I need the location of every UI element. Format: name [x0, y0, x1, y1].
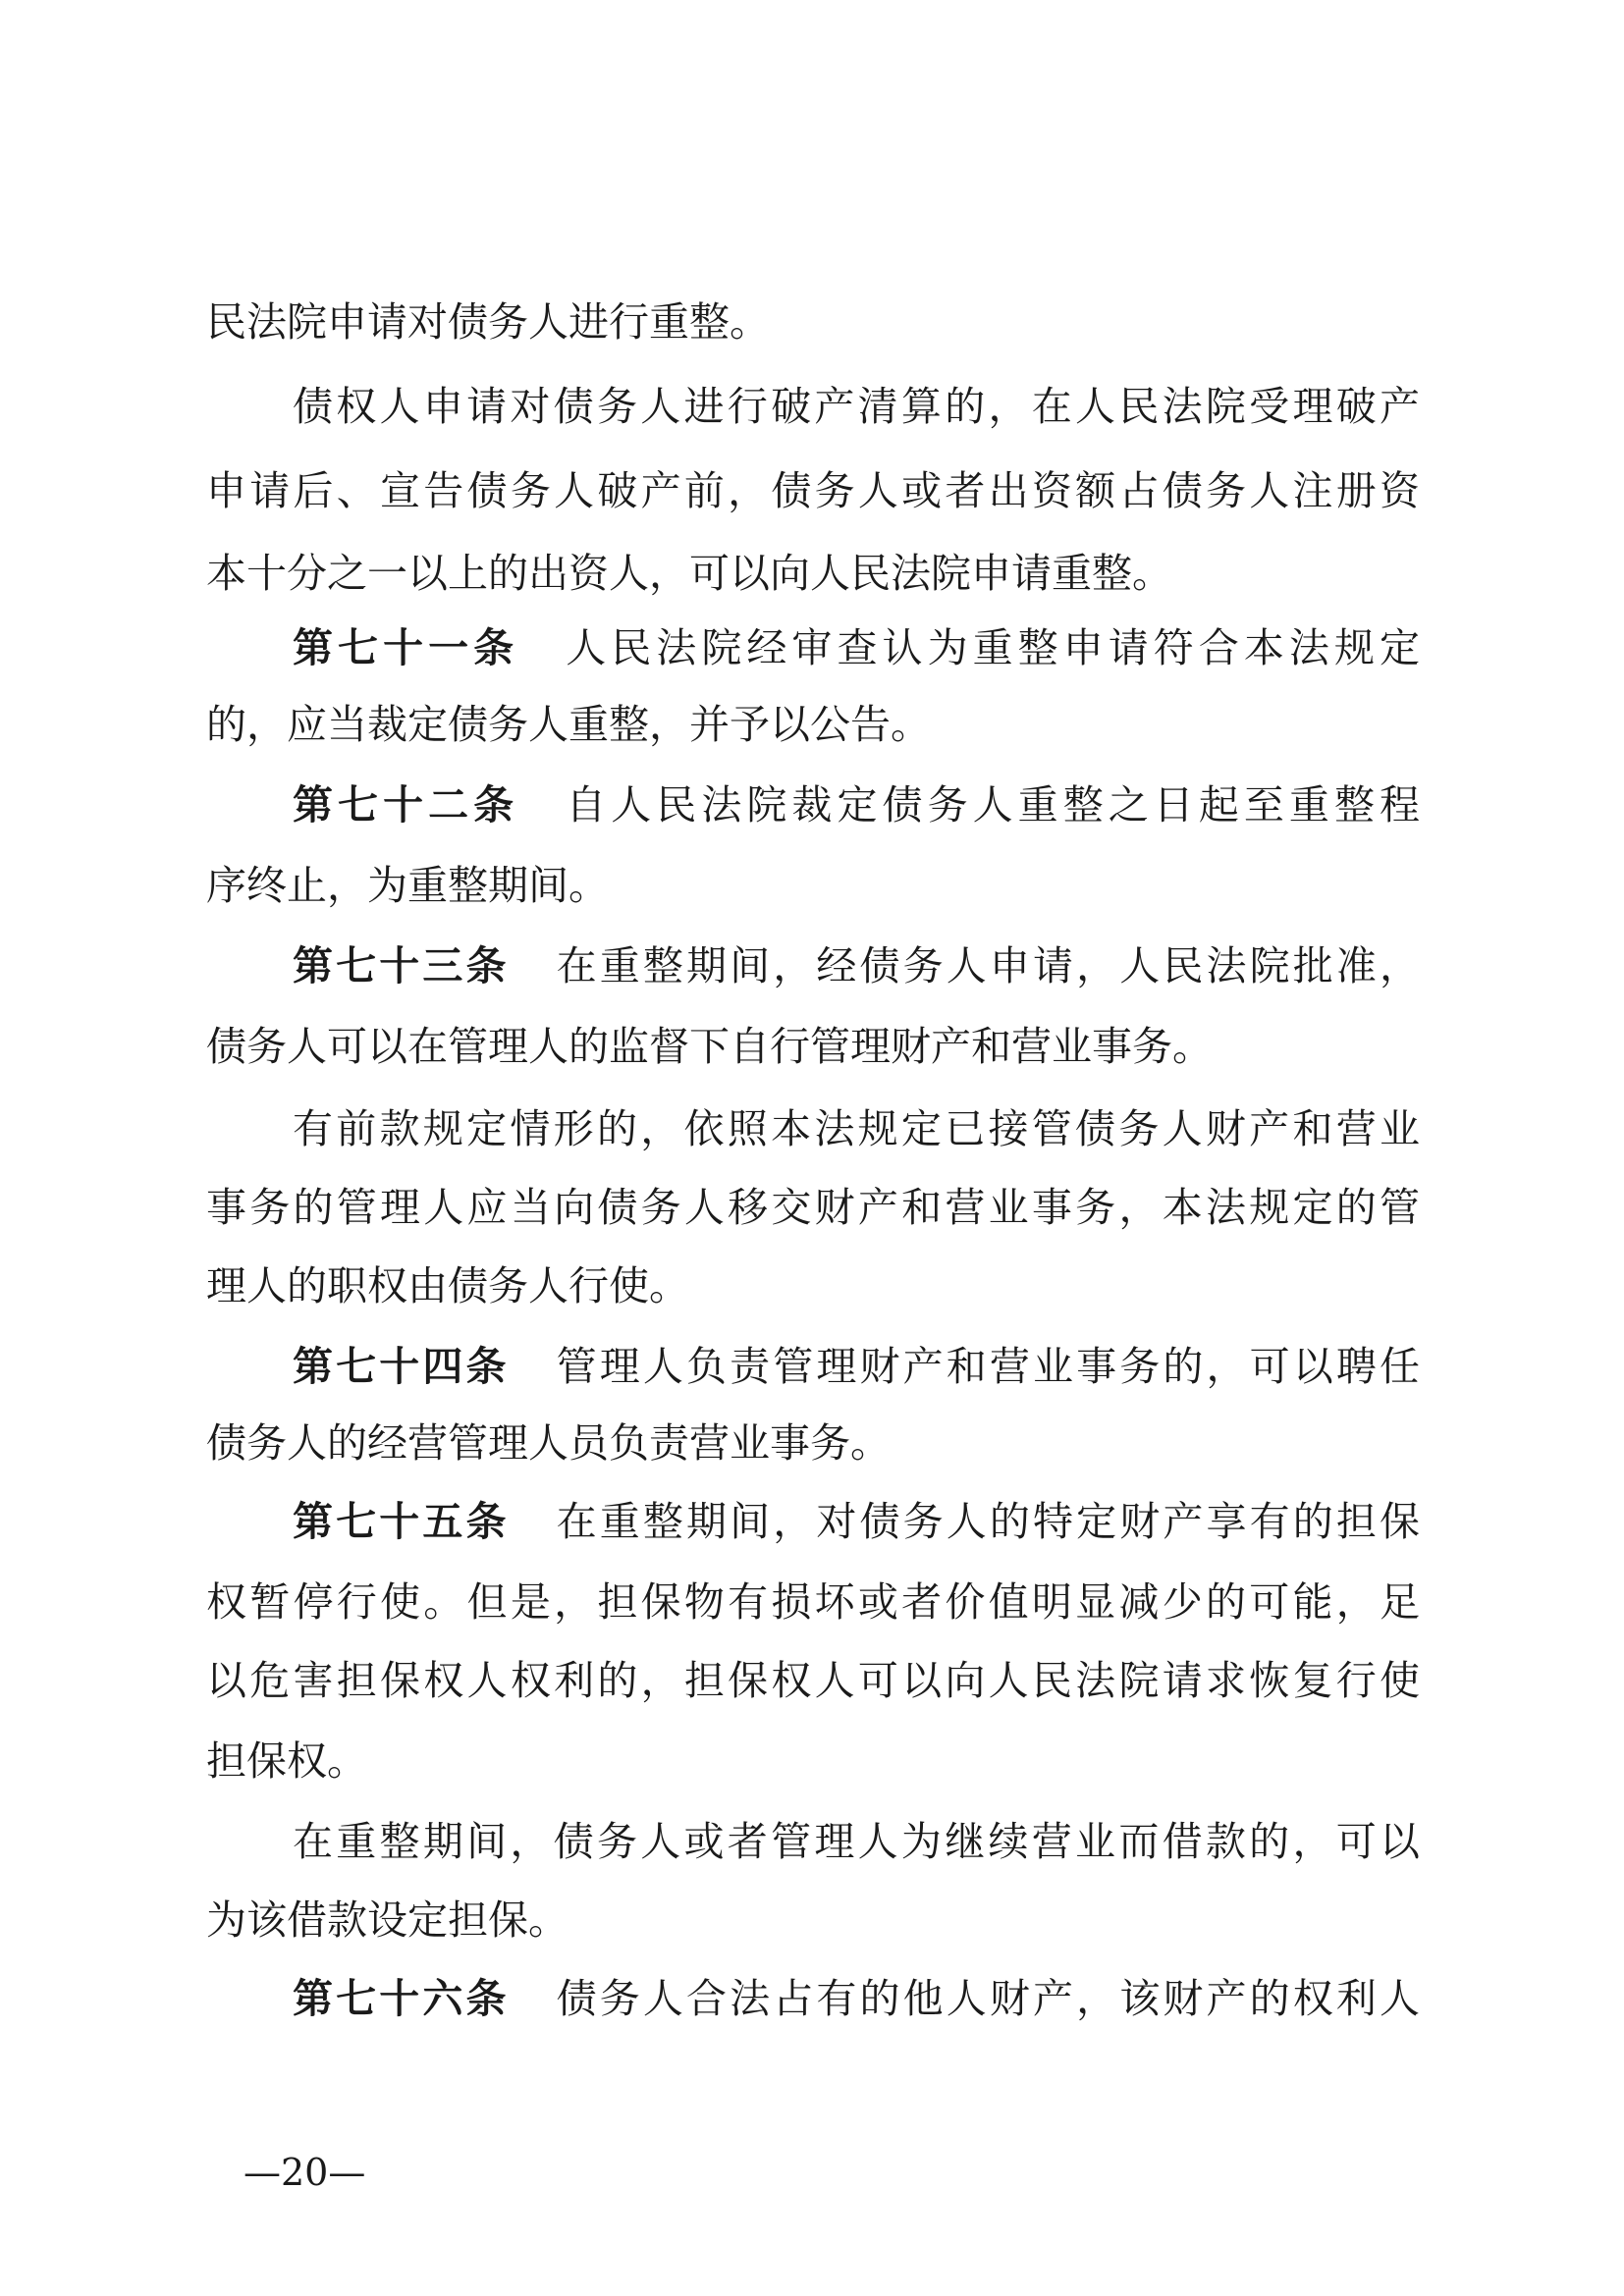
text-line: [206, 1178, 1420, 1237]
line-text: 权暂停行使。但是，担保物有损坏或者价值明显减少的可能，足: [206, 1578, 1420, 1626]
line-text: 管理人负责管理财产和营业事务的，可以聘任: [556, 1343, 1420, 1390]
page-number: —20—: [244, 2151, 366, 2194]
line-text: 人民法院经审查认为重整申请符合本法规定: [566, 624, 1420, 671]
text-line: [206, 461, 1420, 520]
line-text: 在重整期间，经债务人申请，人民法院批准，: [556, 942, 1420, 989]
text-line: [293, 1099, 1420, 1158]
article-heading: 第七十五条: [293, 1498, 510, 1545]
article-heading: 第七十六条: [293, 1975, 510, 2022]
line-text: 民法院申请对债务人进行重整。: [206, 298, 770, 346]
text-line: [206, 1891, 1420, 1949]
article-heading: 第七十三条: [293, 942, 510, 989]
text-line: [206, 1256, 1420, 1315]
text-line: [206, 856, 1420, 915]
line-text: 有前款规定情形的，依照本法规定已接管债务人财产和营业: [293, 1105, 1420, 1152]
line-text: 在重整期间，对债务人的特定财产享有的担保: [556, 1498, 1420, 1545]
line-text: 序终止，为重整期间。: [206, 862, 609, 909]
article-heading: 第七十一条: [293, 624, 519, 671]
text-line: [206, 1017, 1420, 1076]
article-line: [293, 1492, 1420, 1551]
article-line: [293, 1969, 1420, 2028]
line-text: 债务人合法占有的他人财产，该财产的权利人: [556, 1975, 1420, 2022]
line-text: 为该借款设定担保。: [206, 1896, 568, 1944]
article-line: [293, 1337, 1420, 1396]
line-text: 理人的职权由债务人行使。: [206, 1262, 689, 1309]
line-text: 申请后、宣告债务人破产前，债务人或者出资额占债务人注册资: [206, 467, 1420, 514]
text-line: [206, 1573, 1420, 1631]
line-text: 债务人的经营管理人员负责营业事务。: [206, 1419, 891, 1467]
line-text: 债权人申请对债务人进行破产清算的，在人民法院受理破产: [293, 383, 1420, 430]
article-line: [293, 775, 1420, 834]
text-line: [206, 1414, 1420, 1472]
line-text: 以危害担保权人权利的，担保权人可以向人民法院请求恢复行使: [206, 1657, 1420, 1704]
line-text: 债务人可以在管理人的监督下自行管理财产和营业事务。: [206, 1023, 1213, 1070]
text-line: [206, 293, 1420, 351]
line-text: 在重整期间，债务人或者管理人为继续营业而借款的，可以: [293, 1818, 1420, 1865]
article-line: [293, 618, 1420, 677]
text-line: [206, 1651, 1420, 1710]
text-line: [206, 695, 1420, 754]
text-line: [293, 1812, 1420, 1871]
text-line: [206, 1732, 1420, 1790]
line-text: 事务的管理人应当向债务人移交财产和营业事务，本法规定的管: [206, 1184, 1420, 1231]
line-text: 的，应当裁定债务人重整，并予以公告。: [206, 701, 931, 748]
line-text: 本十分之一以上的出资人，可以向人民法院申请重整。: [206, 550, 1172, 597]
text-line: [293, 377, 1420, 436]
article-line: [293, 936, 1420, 995]
article-heading: 第七十四条: [293, 1343, 510, 1390]
line-text: 担保权。: [206, 1737, 367, 1785]
text-line: [206, 544, 1420, 603]
article-heading: 第七十二条: [293, 781, 519, 828]
line-text: 自人民法院裁定债务人重整之日起至重整程: [566, 781, 1420, 828]
